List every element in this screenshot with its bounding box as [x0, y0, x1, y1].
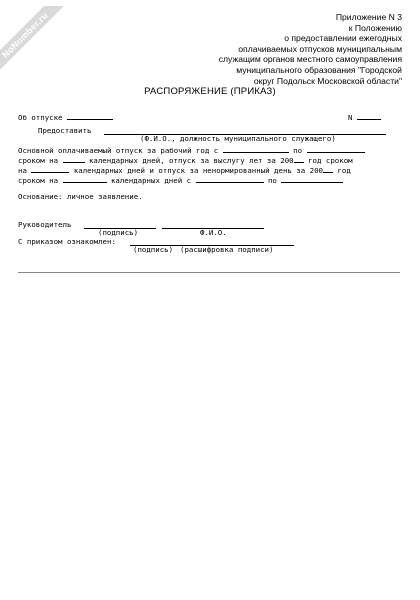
- subject-blank: [67, 111, 113, 120]
- number-blank: [357, 111, 381, 120]
- document-title: РАСПОРЯЖЕНИЕ (ПРИКАЗ): [144, 86, 276, 97]
- body-line-2: сроком на календарных дней, отпуск за выслугу лет за 200 год сроком: [18, 156, 353, 165]
- basis-text: Основание: личное заявление.: [18, 192, 143, 201]
- appendix-line: оплачиваемых отпусков муниципальным: [238, 43, 402, 54]
- appendix-line: служащим органов местного самоуправления: [218, 54, 402, 65]
- watermark: [0, 6, 84, 96]
- appendix-line: округ Подольск Московской области": [253, 75, 402, 86]
- name-caption: Ф.И.О.: [200, 228, 227, 237]
- grant-caption: (Ф.И.О., должность муниципального служащего): [140, 134, 336, 143]
- appendix-line: Приложение N 3: [335, 12, 402, 22]
- subject-label: Об отпуске: [18, 111, 113, 123]
- ack-label: С приказом ознакомлен:: [18, 237, 116, 246]
- ack-decode-caption: (расшифровка подписи): [180, 245, 274, 254]
- appendix-line: муниципального образования "Городской: [236, 64, 402, 75]
- body-line-1: Основной оплачиваемый отпуск за рабочий год с по: [18, 144, 365, 156]
- grant-label: Предоставить: [38, 126, 92, 135]
- appendix-line: о предоставлении ежегодных: [284, 33, 402, 44]
- body-line-3: на календарных дней и отпуск за ненормированный день за 200 год: [18, 166, 351, 175]
- appendix-line: к Положению: [348, 22, 402, 33]
- sign-caption: (подпись): [98, 228, 139, 237]
- appendix-block: [142, 12, 402, 86]
- bottom-rule: [18, 264, 400, 273]
- body-line-4: сроком на календарных дней с по: [18, 174, 343, 186]
- ack-sign-caption: (подпись): [133, 245, 174, 254]
- watermark-text: NoNumber.ru: [0, 6, 83, 93]
- head-label: Руководитель: [18, 220, 72, 229]
- order-number: N: [348, 111, 381, 123]
